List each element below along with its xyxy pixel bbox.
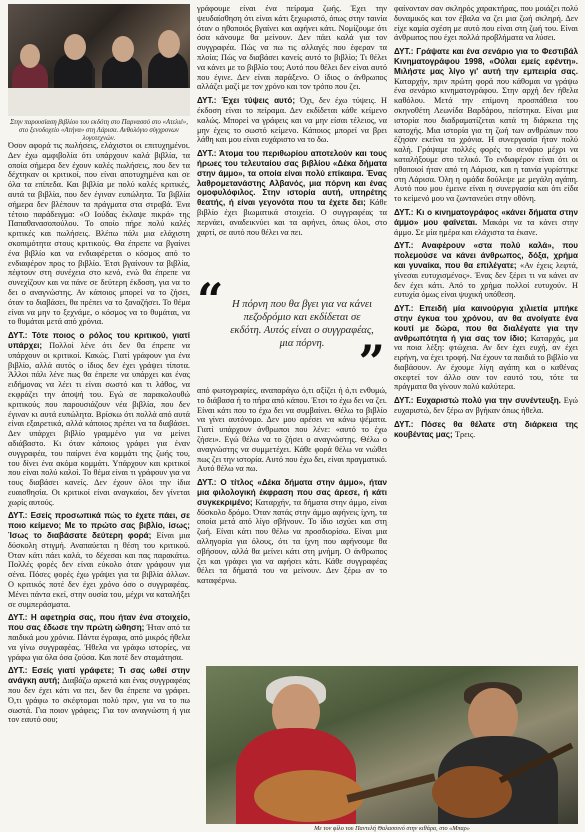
interview-question: ΔΥΤ.: Ο τίτλος «Δέκα δήματα στην άμμο», ήταν μια φιλολογική έκφραση που σας άρεσε, ή κάτι συγκεκριμένο; [197, 478, 387, 507]
answer-text: Κάθε βιβλίο έχει βιωματικά στοιχεία. Ο συγγραφέας τα περνάει, αναδεικνύει και τα αφήνει, όπως όλοι, στο χαρτί, σε αυτό που θέλει να πει. [197, 198, 387, 237]
answer-text: Διαβάζω αρκετά και ένας συγγραφέας που δεν έχει κάτι να πει, δεν θα έπρεπε να γράφει. Ό,τι γράφω το σκέφτομαι πολύ πριν, για να το πω σωστά. Για ποιον γράφεις; Για τον αναγνώστη ή για τον εαυτό σου; [8, 676, 190, 725]
person-1-face [20, 44, 40, 68]
paragraph [8, 613, 190, 662]
paragraph [394, 420, 578, 440]
paragraph [197, 478, 387, 586]
interview-question: ΔΥΤ.: Επειδή μία καινούργια χιλιετία μπήκε στην έγκυα του χρόνου, αν θα ανοίγατε ένα κουτί με δώρα, που θα διαλέγατε για την ανθρωπότητα ή για σας τον ίδιο; [394, 304, 578, 343]
pull-quote-text: Η πόρνη που θα βγει για να κάνει πεζοδρόμιο και εκδίδεται σε εκδότη. Αυτός είναι ο συγγραφέας, μια πόρνη. [230, 299, 374, 349]
answer-text: Τρεις. [454, 429, 476, 439]
paragraph [394, 47, 578, 204]
answer-text: από φωτογραφίες, αναπαράγω ό,τι αξίζει ή ό,τι ενθυμώ, το διάβασα ή το πήρα από κάπου. Έτσι το έχω δει να ζει. Είναι κάτι που το έχω δει να συμβαίνει. Θέλω το βιβλίο να γίνει αυτόνομο. Δεν μου αρέσει να κάνω ψέματα. Γιατί υπάρχουν άνθρωποι που λένε: «αυτό το έχω ζήσει». Εγώ θέλω να το ζήσει ο αναγνώστης. Θέλω ο αναγνώστης να συμμετέχει. Κάθε φορά θέλω να νιώθει πως ζει την ιστορία. Αυτό που έχω δει, είναι πραγματικό. Αυτό θέλω να πω. [197, 386, 387, 474]
answer-text: Όχι, δεν έχω τύψεις. Η έκδοση είναι το πείραμα. Δεν εκδίδεται κάθε κείμενο καλώς. Μπορεί να γράφεις και να μην είσαι τέλειος, να μην έχεις το σωστό κείμενο. Κάποιος μπορεί να βρει λάθη και μου είναι ευχάριστο να το δω. [197, 96, 387, 145]
paragraph [394, 241, 578, 300]
paragraph [197, 96, 387, 145]
interview-question: ΔΥΤ.: Αναφέρουν «στα πολύ καλά», που πολεμούσε να κάνει άνθρωπος, δόξα, χρήμα και γυναίκα, που θα επιλέγατε; [394, 241, 578, 270]
paragraph [394, 304, 578, 392]
column-1 [8, 141, 190, 831]
paragraph [8, 331, 190, 507]
top-photo-caption: Στην παρουσίαση βιβλίου του εκδότη στο Παρνασσό στο «Ατελιέ», στο ξενοδοχείο «Ατήνα» στη Λάρισα. Ανθολόγιο σύγχρονων λογοτεχνών. [10, 119, 188, 142]
close-quote-mark: ” [358, 335, 385, 389]
interview-question: ΔΥΤ.: Εσείς προσωπικά πώς το έχετε πάει, σε ποιο κείμενο; Με το πρώτο σας βιβλίο, ίσως; Ίσως το διαβάσατε δεύτερη φορά; [8, 511, 190, 541]
answer-text: Εγώ ευχαριστώ, δεν ξέρω αν βγήκαν όπως ήθελα. [394, 396, 578, 416]
bottom-photo-caption: Με τον φίλο του Παντελή Θαλασσινό στην κιθάρα, στο «Μπαρ» [314, 825, 470, 832]
column-2-lower [197, 386, 387, 662]
paragraph [8, 666, 190, 725]
microphone [92, 68, 95, 90]
interview-question: ΔΥΤ.: Ευχαριστώ πολύ για την συνέντευξη. [394, 396, 564, 406]
open-quote-mark: “ [197, 273, 224, 327]
answer-text: Καταρχήν, πριν πρώτη φορά που κάθομαι να γράψω ένα σενάριο κινηματογράφου. Στην αρχή δεν ήθελα καθόλου. Μετά την επίμονη προσπάθεια του σκηνοθέτη Λεωνίδα Βαρδάρου, πείστηκα. Είναι μια ιστορία που διαδραματίζεται κατά τη διάρκεια της κατοχής. Μια ιστορία για τη ζωή των ανθρώπων που έζησαν εκείνα τα χρόνια. Η συνεργασία ήταν πολύ καλή. Γράψαμε πολλές φορές το σενάριο μέχρι να καταλήξουμε στο τελικό. Το ενδιαφέρον είναι ότι οι ηθοποιοί ήταν από τη Λάρισα, και η ταινία γυρίστηκε στη Λάρισα. Όλη η ομάδα δούλεψε με μεγάλη αγάπη. Αυτό που μου έμεινε είναι η συνεργασία και ότι είδα το κείμενό μου να ζωντανεύει στην οθόνη. [394, 76, 578, 204]
answer-text: «Αν έχεις λεφτά, γίνεσαι ευτυχισμένος». Ένας δεν ξέρει τι να κάνει αν δεν έχει κάτι. Από το χρήμα πολλοί ευτυχούν. Η ευτυχία όμως είναι ψυχική υπόθεση. [394, 260, 578, 300]
paragraph [197, 149, 387, 237]
bouzouki [432, 766, 512, 818]
answer-text: Είναι μια δύσκολη στιγμή. Αναπαύεται η θέση του κριτικού. Όταν κάτι πάει καλά, το δέχεσαι και πας παρακάτω. Πολλές φορές δεν είναι εύκολο όταν γράφουν για σένα. Πόσες φορές έχω γράψει για τα βιβλία άλλων. Ο κριτικός ποτέ δεν έχει χρόνο όσο ο συγγραφέας. Μένει πάντα εκεί, στην ουσία του, μέχρι να καταλήξει σε συμπεράσματα. [8, 531, 190, 609]
column-2-upper [197, 4, 387, 272]
table-cloth [8, 88, 190, 116]
answer-text: Μακάρι να τα κάνει στην άμμο. Σε μία ημέρα και ελάχιστα τα έκανε. [394, 217, 578, 237]
paragraph [197, 386, 387, 474]
interview-question: ΔΥΤ.: Η αφετηρία σας, που ήταν ένα στοιχείο, που σας έδωσε την πρώτη ώθηση; [8, 613, 190, 633]
interview-question: ΔΥΤ.: Κι ο κινηματογράφος «κάνει δήματα στην άμμο» μου φαίνεται. [394, 207, 578, 227]
answer-text: Όσον αφορά τις πωλήσεις, ελάχιστοι οι επιτυχημένοι. Δεν έχω αμφιβολία ότι υπάρχουν καλά βιβλία, τα οποία σήμερα δεν έχουν καλές πωλήσεις, που δεν τα δέχτηκαν οι κριτικοί, που είναι αποτυχημένα και σε όλα τα επίπεδα. Και βιβλία με πολύ καλές κριτικές, αυτά τα βιβλία, που δεν έγιναν ευπώλητα. Τα βιβλία σήμερα δεν βλέπουν τα πράγματα στα στραβά. Ένα τέτοιο παράδειγμα: «Ο Ιούδας έκλαψε πικρά» της Παπαθανασοπούλου. Το οποίο πήρε πολύ καλές κριτικές και πωλήσεις. Βλέπω πάλι μια ελάχιστη σκοπιμότητα στους κριτικούς. Θα έπρεπε να βγαίνει ένα βιβλίο και να ενδιαφέρεται ο κόσμος από το ενδιαφέρον προς το βιβλίο. Έτσι βγαίνουν τα βιβλία, πέφτουν στη συνέχεια στο κενό, ενώ θα έπρεπε να συνεχίζουν και να πάνε σε δεύτερη έκδοση, για να το δει ο αναγνώστης. Αν κάποιος μπορεί να το ζήσει, όταν το διαβάσει, θα πρέπει να το ξαναζήσει. Το θέμα είναι να μην το ξεχνάμε, ο κόσμος να το θυμάται, να το θυμάται μετά από χρόνια. [8, 141, 190, 327]
answer-text: Πολλοί λένε ότι δεν θα έπρεπε να υπάρχουν οι κριτικοί. Κακώς. Γιατί γράφουν για ένα βιβλίο, αλλά αυτός ο ίδιος δεν έχει γράψει τίποτα. Άλλοι πάλι λένε πως θα έπρεπε να υπάρχει και ένας ειδήμονας να λέει τι είναι σωστό και τι λάθος, να εκφράζει την άποψή του. Εγώ σε παρακολουθώ κριτικούς που παρουσιάζουν νέα βιβλία, που δεν έγιναν κι αυτά ευπώλητα. Βρίσκω ότι πολλά από αυτά είναι εξαιρετικά, αλλά κάποιος πρέπει να τα διαβάσει. Δεν υπάρχει βιβλίο γραμμένο για να μείνει αδιάβαστο. Κι όταν κάποιος γράφει για έναν συγγραφέα, του παίρνει ένα κομμάτι της ζωής του, του δίνει ένα ακόμα κομμάτι. Υπάρχουν και κριτικοί που είναι πολύ καλοί. Το θέμα είναι τι γράφουν για να τους διαβάσει κανείς. Δεν έχουν όλοι την ίδια ευαισθησία. Οι κριτικοί είναι αναγκαίοι, δεν γίνεται χωρίς αυτούς. [8, 340, 190, 507]
column-3 [394, 4, 578, 662]
interview-question: ΔΥΤ.: Έχει τύψεις αυτό; [197, 96, 301, 106]
answer-text: Καταρχήν, τα δήματα στην άμμο, είναι δύσκολο δρόμο. Όταν πατάς στην άμμο αφήνεις ίχνη, τα οποία μετά από λίγο σβήνουν. Το ίδιο ισχύει και στη ζωή. Είναι κάτι που θέλω να προσδιορίσω. Είναι μια αλληγορία για όλους, ότι τα ίχνη που αφήνουμε θα σβήσουν, αλλά θα μείνει κάτι στη μνήμη. Ο άνθρωπος ζει και γράφει για να αφήσει κάτι. Κάθε συγγραφέας θέλει τα δήματά του να μείνουν. Δεν ξέρω αν το καταφέρνω. [197, 497, 387, 586]
answer-text: Ήταν από τα παιδικά μου χρόνια. Πάντα έγραφα, από μικρός ήθελα να γίνω συγγραφέας. Ήθελα να γράφω ιστορίες, να γράφω για όλα όσα ζούσα. Και ποτέ δεν σταμάτησα. [8, 623, 190, 662]
interview-question: ΔΥΤ.: Πόσες θα θέλατε στη διάρκεια της κουβέντας μας; [394, 419, 578, 439]
interview-question: ΔΥΤ.: Άτομα του περιθωρίου αποτελούν και τους ήρωες του τελευταίου σας βιβλίου «Δέκα δήματα στην άμμο», τα οποία είναι πολύ επίκαιρα. Ένας λαθρομετανάστης Αλβανός, μια πόρνη και ένας ομοφυλόφιλος. Στην ιστορία αυτή, υπηρέτης θεατής, ή είναι γεγονότα που τα έχετε δει; [197, 149, 387, 208]
answer-text: Καταρχάς, μα να ποια λέξη: φτώχεια. Αν δεν έχει ευχή, αν έχει ειρήνη, να έχει τροφή. Να έχουν τα παιδιά το βιβλίο να διαβάσουν. Αν έχουμε λίγη αγάπη και ο καθένας σκεφτεί τον άλλο σαν τον εαυτό του, τότε τα πράγματα θα γίνουν πολύ καλύτερα. [394, 333, 578, 392]
paragraph [8, 511, 190, 609]
answer-text: φαίνονταν σαν σκληρός χαρακτήρας, που μοιάζει πολύ δυναμικός και τον έβαλα να ζει μια ζωή σκληρή. Δεν είχε καμία σχέση με αυτό που είναι στη ζωή του. Είναι άνθρωπος που έχει πολλά προβλήματα να λύσει. [394, 4, 578, 43]
answer-text: γράφουμε είναι ένα πείραμα ζωής. Έχει την ψευδαίσθηση ότι είναι κάτι ξεχωριστό, όπως στην ταινία όταν ο ηθοποιός βγαίνει και αφήνει κάτι. Νομίζουμε ότι όσα κάνουμε θα μείνουν. Δεν πάει καλά για τον συγγραφέα. Πώς να πω τις αλλαγές που έφεραν τα πλοία; Πώς να διαβάσει κανείς αυτό το βιβλίο; Τι θέλει να κάνει με το βιβλίο του; Αυτό που θέλει δεν είναι αυτό που έγινε. Δεν είναι παράξενο. Ο ίδιος ο άνθρωπος αλλάζει μαζί με τον χρόνο και τον τρόπο που ζει. [197, 4, 387, 92]
top-photo [8, 4, 190, 116]
paragraph [394, 396, 578, 416]
paragraph [394, 208, 578, 237]
interview-question: ΔΥΤ.: Εσείς γιατί γράφετε; Τι σας ωθεί στην ανάγκη αυτή; [8, 666, 190, 686]
person-4-face [158, 30, 180, 58]
paragraph [394, 4, 578, 43]
interview-question: ΔΥΤ.: Τότε ποιος ο ρόλος του κριτικού, γιατί υπάρχει; [8, 331, 190, 350]
paragraph [8, 141, 190, 327]
person-3-face [112, 36, 134, 62]
paragraph [197, 4, 387, 92]
pull-quote [197, 273, 387, 389]
bottom-photo [206, 666, 578, 824]
person-2-face [64, 34, 86, 60]
interview-question: ΔΥΤ.: Γράψατε και ένα σενάριο για το Φεστιβάλ Κινηματογράφου 1998, «Ούλαι εμείς εφέντη». Μιλήστε μας λίγο γι' αυτή την εμπειρία σας. [394, 47, 578, 76]
